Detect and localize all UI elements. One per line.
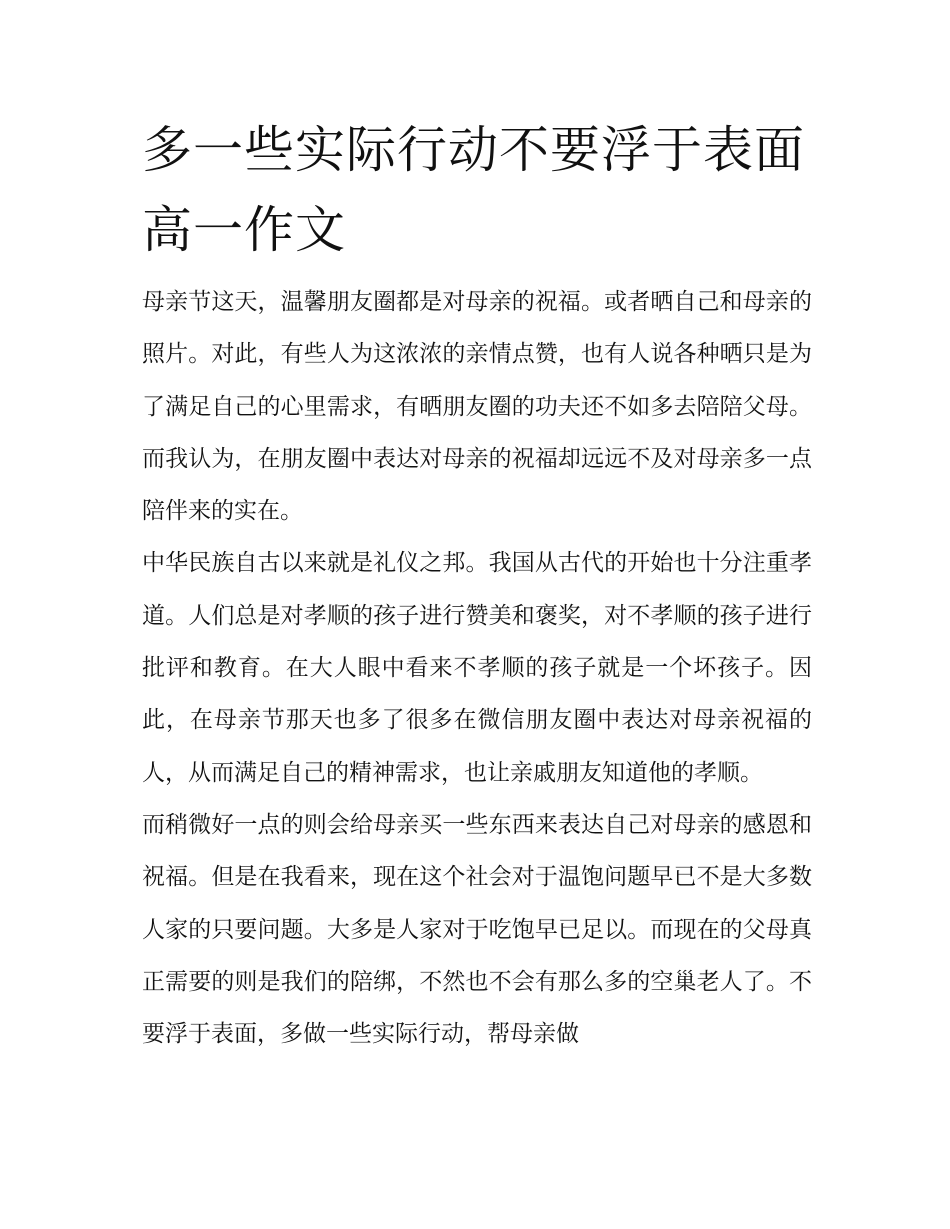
paragraph-3: 而稍微好一点的则会给母亲买一些东西来表达自己对母亲的感恩和祝福。但是在我看来，现在这个社会对于温饱问题早已不是大多数人家的只要问题。大多是人家对于吃饱早已足以。而现在的父母真正需要的则是我们的陪绑，不然也不会有那么多的空巢老人了。不要浮于表面，多做一些实际行动，帮母亲做 xyxy=(142,811,812,1048)
paragraph-1: 母亲节这天，温馨朋友圈都是对母亲的祝福。或者晒自己和母亲的照片。对此，有些人为这浓浓的亲情点赞，也有人说各种晒只是为了满足自己的心里需求，有晒朋友圈的功夫还不如多去陪陪父母。而我认为，在朋友圈中表达对母亲的祝福却远远不及对母亲多一点陪伴来的实在。 xyxy=(142,289,812,525)
document-title: 多一些实际行动不要浮于表面高一作文 xyxy=(142,121,805,259)
document-page xyxy=(142,110,812,1060)
paragraph-2: 中华民族自古以来就是礼仪之邦。我国从古代的开始也十分注重孝道。人们总是对孝顺的孩子进行赞美和褒奖，对不孝顺的孩子进行批评和教育。在大人眼中看来不孝顺的孩子就是一个坏孩子。因此，在母亲节那天也多了很多在微信朋友圈中表达对母亲祝福的人，从而满足自己的精神需求，也让亲戚朋友知道他的孝顺。 xyxy=(142,550,812,786)
